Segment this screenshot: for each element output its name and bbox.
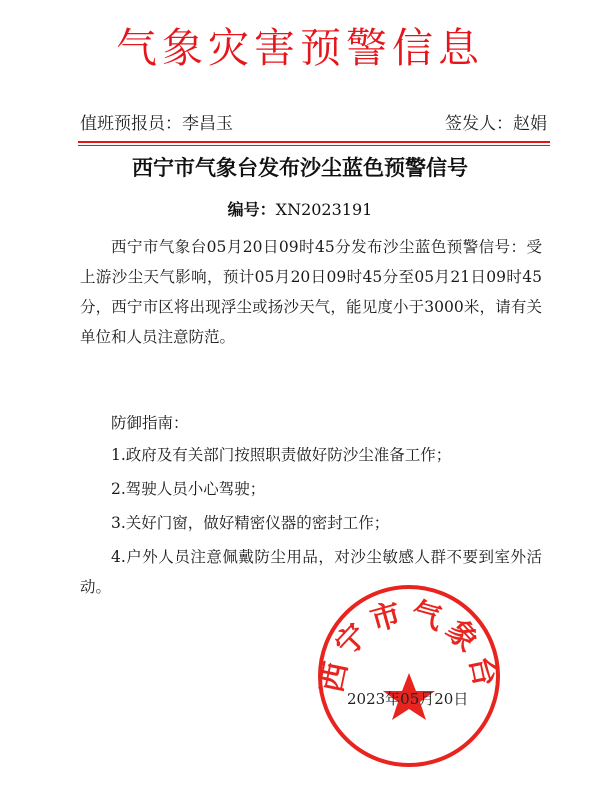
guide-item: 1.政府及有关部门按照职责做好防沙尘准备工作； bbox=[111, 446, 452, 464]
header-divider-thin bbox=[78, 145, 550, 146]
notice-number bbox=[0, 199, 600, 221]
issuer: 签发人：赵娟 bbox=[445, 114, 547, 134]
guide-heading: 防御指南： bbox=[111, 414, 189, 432]
header-divider bbox=[78, 141, 550, 143]
notice-body: 西宁市气象台05月20日09时45分发布沙尘蓝色预警信号：受上游沙尘天气影响，预计05月20日09时45分至05月21日09时45分，西宁市区将出现浮尘或扬沙天气，能见度小于3000米，请有关单位和人员注意防范。 bbox=[80, 238, 542, 346]
seal-text: 西宁市气象台 bbox=[314, 595, 504, 696]
official-seal bbox=[314, 585, 504, 767]
guide-item: 2.驾驶人员小心驾驶； bbox=[111, 480, 266, 498]
guide-item: 3.关好门窗，做好精密仪器的密封工作； bbox=[111, 514, 390, 532]
notice-headline: 西宁市气象台发布沙尘蓝色预警信号 bbox=[132, 156, 468, 180]
issue-date: 2023年05月20日 bbox=[347, 690, 469, 708]
notice-number-label: 编号： bbox=[227, 200, 276, 219]
document-title: 气象灾害预警信息 bbox=[116, 24, 484, 72]
guide-item: 4.户外人员注意佩戴防尘用品，对沙尘敏感人群不要到室外活动。 bbox=[80, 548, 542, 596]
guide-list bbox=[80, 440, 542, 606]
seal-graphic bbox=[314, 585, 504, 767]
notice-number-value: XN2023191 bbox=[275, 200, 373, 219]
on-duty-forecaster: 值班预报员：李昌玉 bbox=[80, 114, 233, 134]
